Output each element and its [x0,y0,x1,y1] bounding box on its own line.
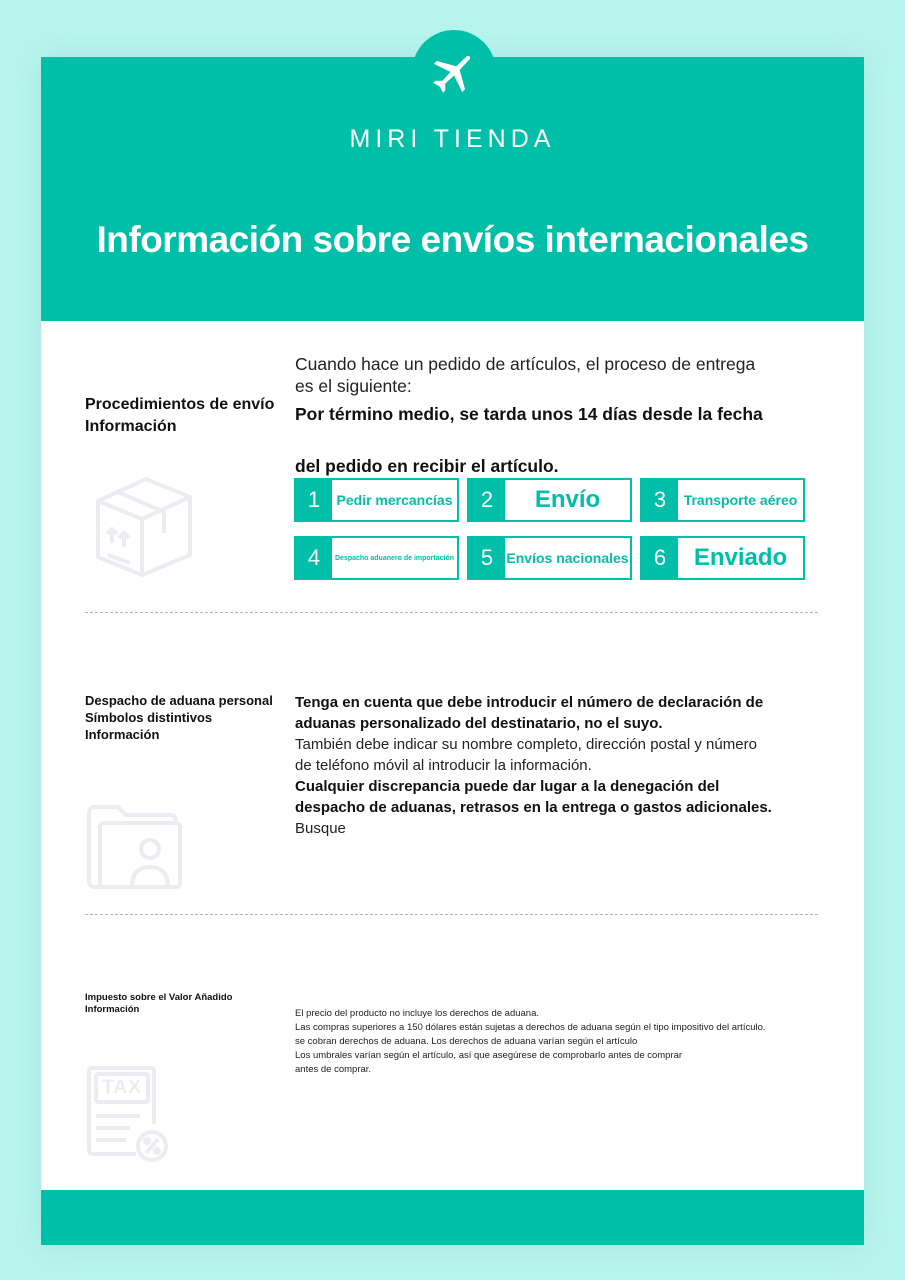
step-number: 3 [642,480,678,520]
page-title: Información sobre envíos internacionales [96,219,809,260]
step-label: Despacho aduanero de importación [334,554,455,562]
duration-text: del pedido en recibir el artículo. [295,456,559,476]
section-label-line: Impuesto sobre el Valor Añadido [85,992,233,1003]
customs-warning: despacho de aduanas, retrasos en la entrega o gastos adicionales. [295,799,772,816]
brand-name: MIRI TIENDA [349,125,556,153]
step-label: Envíos nacionales [506,550,629,566]
step-3 [640,478,805,522]
section-label-line: Despacho de aduana personal [85,693,273,708]
step-label: Transporte aéreo [683,492,798,508]
step-number: 4 [296,538,332,578]
customs-warning: Tenga en cuenta que debe introducir el número de declaración de [295,694,764,711]
tax-stamp-text: TAX [102,1077,142,1098]
step-1 [294,478,459,522]
section-label-customs [85,692,273,743]
step-label: Envío [534,486,601,513]
vat-line: El precio del producto no incluye los derechos de aduana. [295,1008,539,1019]
airplane-icon [428,48,478,98]
shipping-intro [295,353,755,397]
intro-text: Cuando hace un pedido de artículos, el proceso de entrega [295,354,756,374]
step-number: 2 [469,480,505,520]
vat-line: se cobran derechos de aduana. Los derechos de aduana varían según el artículo [295,1036,638,1047]
section-label-line: Información [85,1004,140,1015]
section-label-shipping [85,394,274,438]
step-label: Pedir mercancías [336,492,453,508]
step-number: 5 [469,538,505,578]
section-label-vat [85,992,232,1016]
customs-warning: Cualquier discrepancia puede dar lugar a la denegación del [295,778,720,795]
section-divider [85,914,818,915]
footer-bar [41,1190,864,1245]
customs-note: Busque [295,820,346,837]
vat-line: Los umbrales varían según el artículo, así que asegúrese de comprobarlo antes de comprar [295,1050,683,1061]
duration-text: Por término medio, se tarda unos 14 días desde la fecha [295,404,763,424]
vat-text [295,1007,766,1077]
step-5 [467,536,632,580]
step-number: 1 [296,480,332,520]
section-label-line: Información [85,418,177,435]
step-label: Enviado [693,544,788,571]
folder-user-icon [86,803,184,891]
step-6 [640,536,805,580]
step-2 [467,478,632,522]
section-label-line: Información [85,727,160,742]
tax-document-icon [86,1066,171,1166]
customs-warning: aduanas personalizado del destinatario, no el suyo. [295,715,663,732]
vat-line: antes de comprar. [295,1064,372,1075]
box-icon [90,473,196,579]
customs-note: de teléfono móvil al introducir la información. [295,757,592,774]
shipping-duration [295,403,763,477]
customs-text [295,692,772,839]
customs-note: También debe indicar su nombre completo, dirección postal y número [295,736,757,753]
intro-text: es el siguiente: [295,376,412,396]
section-divider [85,612,818,613]
section-label-line: Símbolos distintivos [85,710,213,725]
step-4 [294,536,459,580]
step-number: 6 [642,538,678,578]
section-label-line: Procedimientos de envío [85,396,275,413]
vat-line: Las compras superiores a 150 dólares están sujetas a derechos de aduana según el tipo impositivo del artículo. [295,1022,766,1033]
